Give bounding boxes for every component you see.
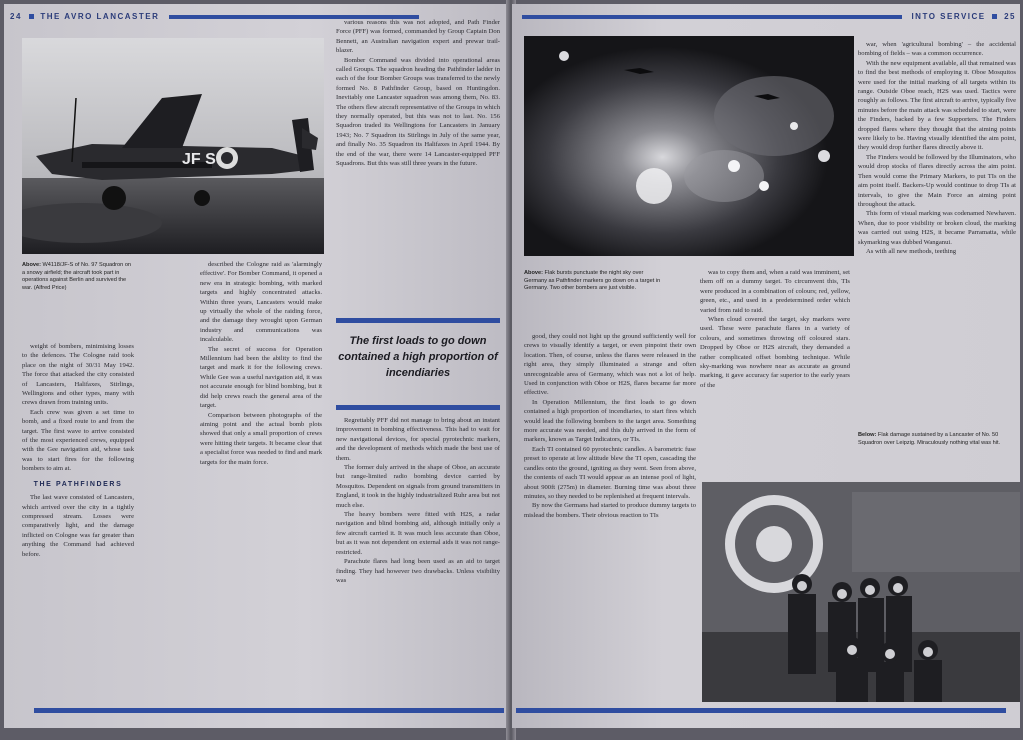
left-col-2 xyxy=(200,260,322,715)
left-col3-para: The former duly arrived in the shape of Oboe, an accurate but range-limited radio bombing device carried by Mosquitos. Dependent on signals from ground transmitters in England, it took in the highly industrialized Ruhr area but not much else. xyxy=(336,464,500,509)
flak-caption-text: Flak bursts punctuate the night sky over Germany as Pathfinder markers go down on a target in Germany. Two other bombers are just visible. xyxy=(524,270,661,292)
crew-caption-label: Below: xyxy=(858,432,877,438)
flak-photo-caption xyxy=(524,270,662,293)
right-page xyxy=(512,4,1020,728)
right-running-head xyxy=(522,12,1016,26)
left-caption-text: W4118/JF-S of No. 97 Squadron on a snowy airfield; the aircraft took part in operations against Berlin and survived the war. (Alfred Price) xyxy=(22,262,132,291)
right-col3-para: The Finders would be followed by the Illuminators, who would drop stocks of flares directly across the aim point. Then would come the Primary Markers, to put TIs on the aim point itself. Backers-Up would continue to drop TIs at intervals, to give the Main Force an aiming point throughout the attack. xyxy=(858,153,1016,208)
right-col1-para: In Operation Millennium, the first loads to go down contained a high proportion of incendiaries, to start fires which would lead the following bombers to the target area. Something more accurate was needed, and this duly arrived in the form of markers, known as Target Indicators, or TIs. xyxy=(524,398,696,444)
left-foot-rule xyxy=(34,708,504,713)
right-col1-para: good, they could not light up the ground sufficiently well for crews to visually identify a target, or even pinpoint their own location. Then, of course, unless the flares were released in the right area, they simply illuminated a strange and often unrecognizable area of Germany, which was not a lot of help. Used in conjunction with Oboe or H2S, flares became far more effective. xyxy=(524,333,696,397)
left-col3-para: The heavy bombers were fitted with H2S, a radar navigation and blind bombing aid, although initially only a few aircraft carried it. It was much less accurate than Oboe, but as it was not dependent on external aids it was not range-restricted. xyxy=(336,511,500,556)
left-page-number: 24 xyxy=(10,12,22,21)
lancaster-photo xyxy=(22,38,324,254)
right-col2-para: When cloud covered the target, sky markers were used. These were parachute flares in a variety of colours, and sometimes throwing off coloured stars. Dropped by Oboe or H2S aircraft, they demanded a rather complicated offset bombing technique. While sky-marking was nowhere near as accurate as ground marking, it gave accuracy far superior to the early years of the xyxy=(700,316,850,389)
right-col2-para: was to copy them and, when a raid was imminent, set them off on a dummy target. To circumvent this, TIs were produced in a combination of colours; red, yellow, green, etc., and used in a predetermined order which varied from raid to raid. xyxy=(700,269,850,314)
right-col-1 xyxy=(524,332,696,714)
left-col2-para: The secret of success for Operation Millennium had been the ability to find the target and mark it for the following crews. While Gee was a useful navigation aid, it was not accurate enough for blind bombing, but it did help crews reach the general area of the target. xyxy=(200,345,322,410)
right-col3-para: war, when 'agricultural bombing' – the accidental bombing of fields – was a common occurrence. xyxy=(858,41,1016,58)
left-col-1 xyxy=(22,342,134,714)
left-col3-para: Bomber Command was divided into operational areas called Groups. The squadron heading the Pathfinder ladder in each of the four Bomber Groups was transferred to the newly formed No. 8 Pathfinder Group, based on Huntingdon. Inevitably one Lancaster squadron was among them, No. 83. The others flew aircraft representative of the Groups in which they normally operated, but this was not to last. No. 156 Squadron traded its Wellingtons for Lancasters in January 1943; No. 7 Squadron its Stirlings in July of the same year, and finally No. 35 Squadron its Halifaxes in April 1944. By the end of the war, there were 14 Lancaster-equipped PFF Squadrons. But this was still three years in the future. xyxy=(336,56,500,168)
flak-caption-label: Above: xyxy=(524,270,543,276)
flak-illustration xyxy=(524,36,854,256)
right-foot-rule xyxy=(516,708,1006,713)
left-col3-para: Regrettably PFF did not manage to bring about an instant improvement in bombing effectiveness. This had to wait for new navigational devices, for special pyrotechnic markers, and the development of methods which made the best use of them. xyxy=(336,417,500,462)
left-col2-para: described the Cologne raid as 'alarmingly effective'. For Bomber Command, it opened a new era in strategic bombing, with marked targets and highly concentrated attacks. Within three years, Lancasters would make up virtually the whole of the raiding force, and the damage they wrought upon German industry and communications was incalculable. xyxy=(200,261,322,344)
left-col1-para: Each crew was given a set time to bomb, and a fixed route to and from the target. The first wave to arrive consisted of the most experienced crews, equipped with the Gee navigation aid, whose task was to start fires for the following bombers to aim at. xyxy=(22,408,134,473)
right-col1-para: Each TI contained 60 pyrotechnic candles. A barometric fuse preset to operate at low altitude blew the TI open, cascading the candles onto the ground, igniting as they went. Seen from above, the contents of each TI would appear as an intense pool of light, about 900ft (275m) in diameter. Burning time was about three minutes, so they needed to be replenished at frequent intervals. xyxy=(524,445,696,500)
left-photo-caption xyxy=(22,262,134,292)
right-col-2 xyxy=(700,268,850,478)
pathfinders-subhead: THE PATHFINDERS xyxy=(33,480,123,488)
left-col1-para: The last wave consisted of Lancasters, which arrived over the city in a tightly compressed stream. Losses were comparatively light, and the damage inflicted on Cologne was far greater than anything the Command had achieved before. xyxy=(22,494,134,558)
flak-photo xyxy=(524,36,854,256)
crew-photo-caption xyxy=(858,432,1014,447)
right-head-rule xyxy=(522,15,902,19)
left-caption-label: Above: xyxy=(22,262,41,268)
crew-caption-text: Flak damage sustained by a Lancaster of No. 50 Squadron over Leipzig. Miraculously nothing vital was hit. xyxy=(858,432,1001,446)
lancaster-illustration xyxy=(22,38,324,254)
left-col3-para: Parachute flares had long been used as an aid to target finding. They had however two drawbacks. Unless visibility was xyxy=(336,558,500,584)
right-head-square xyxy=(992,14,997,19)
left-col2-para: Comparison between photographs of the aiming point and the actual bomb plots showed that only a small proportion of crews were hitting their targets. It became clear that a specialist force was needed to find and mark targets for the main force. xyxy=(200,411,322,466)
right-page-number: 25 xyxy=(1004,12,1016,21)
left-col1-para: weight of bombers, minimising losses to the defences. The Cologne raid took place on the night of 30/31 May 1942. The force that attacked the city consisted of Lancasters, Halifaxes, Stirlings, Wellingtons and other types, many with crews drawn from training units. xyxy=(22,343,134,407)
left-head-square xyxy=(29,14,34,19)
crew-illustration xyxy=(702,482,1020,702)
right-head-title: INTO SERVICE xyxy=(911,12,986,21)
left-col3-para: various reasons this was not adopted, and Path Finder Force (PFF) was formed, commanded by Group Captain Don Bennett, an Australian navigation expert and prewar trail-blazer. xyxy=(336,19,500,55)
right-col1-para: By now the Germans had started to produce dummy targets to mislead the bombers. Their obvious reaction to TIs xyxy=(524,502,696,519)
right-col3-para: With the new equipment available, all that remained was to find the best methods of employing it. Oboe Mosquitos were used for the initial marking of all targets within its range. Outside Oboe reach, H2S was used. Tactics were roughly as follows. The first aircraft to arrive, typically five minutes before the main attack was scheduled to start, were the Finders, backed by a few Supporters. The Finders dropped flares where they thought that the aiming points were likely to be. Having visually identified the aim point, they would drop further flares directly above it. xyxy=(858,59,1016,152)
right-col-3 xyxy=(858,40,1016,428)
left-page xyxy=(4,4,510,728)
left-col-3-top xyxy=(336,18,500,312)
right-col3-para: This form of visual marking was codenamed Newhaven. When, due to poor visibility or broken cloud, the marking was carried out using H2S, it became Parramatta, while skymarking was dubbed Wanganui. xyxy=(858,210,1016,246)
left-head-title: THE AVRO LANCASTER xyxy=(40,12,160,21)
pull-quote: The first loads to go down contained a high proportion of incendiaries xyxy=(336,318,500,410)
plane-code-text: JF S xyxy=(182,151,216,168)
crew-photo xyxy=(702,482,1020,702)
right-col3-para: As with all new methods, teething xyxy=(866,247,957,255)
left-col-3-bottom xyxy=(336,416,500,714)
